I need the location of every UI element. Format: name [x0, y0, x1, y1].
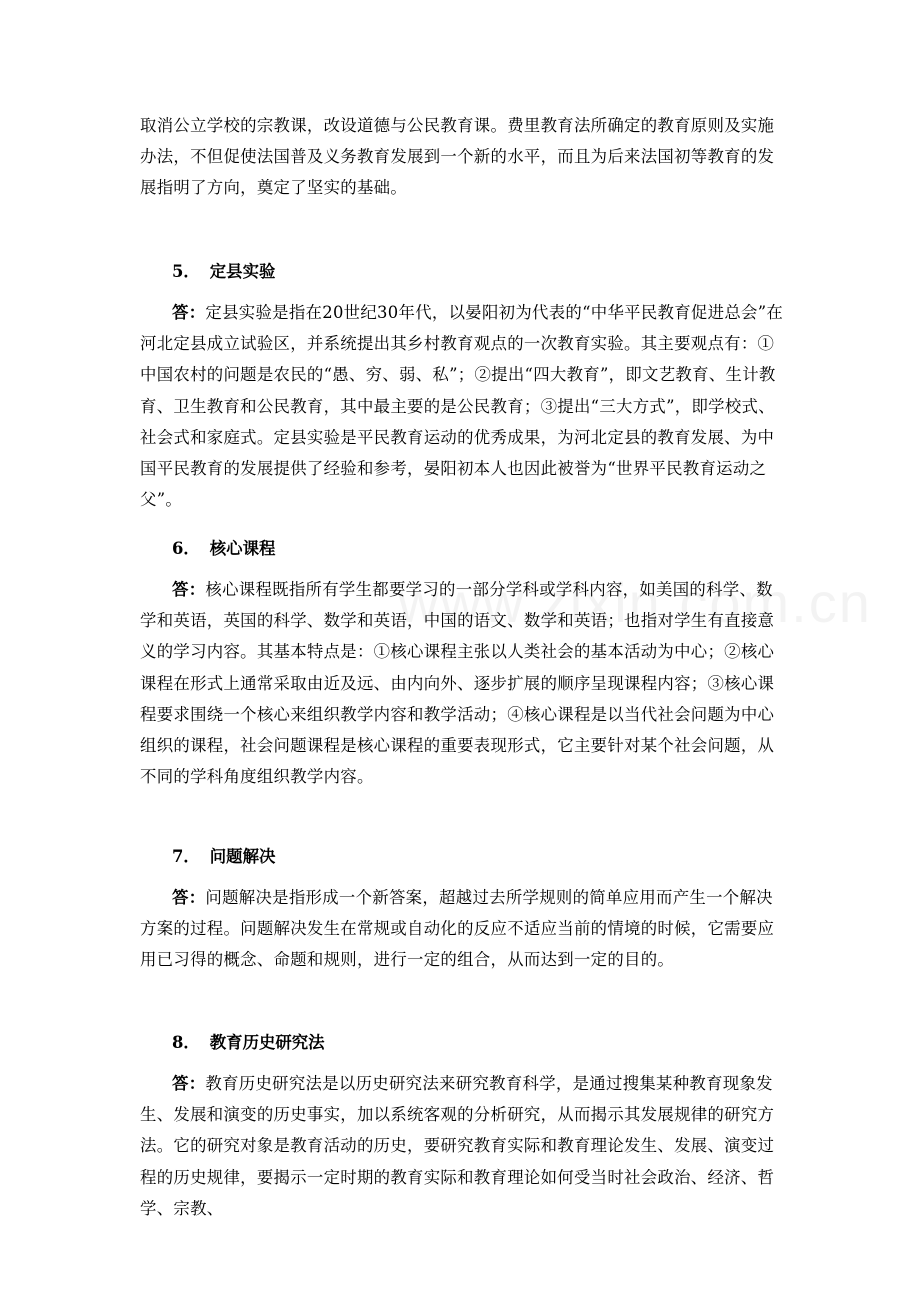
section-number: 7． — [172, 847, 200, 866]
section-title: 教育历史研究法 — [209, 1033, 325, 1052]
section-answer — [140, 882, 786, 976]
section-heading — [172, 258, 275, 286]
section-answer — [140, 1068, 786, 1224]
answer-label: 答： — [172, 1074, 206, 1093]
section-number: 8． — [172, 1033, 200, 1052]
section-heading — [172, 843, 275, 871]
section-answer — [140, 574, 786, 792]
answer-text: 教育历史研究法是以历史研究法来研究教育科学，是通过搜集某种教育现象发生、发展和演变的历史事实，加以系统客观的分析研究，从而揭示其发展规律的研究方法。它的研究对象是教育活动的历史，要研究教育实际和教育理论发生、发展、演变过程的历史规律，要揭示一定时期的教育实际和教育理论如何受当时社会政治、经济、哲学、宗教、 — [140, 1074, 775, 1218]
answer-label: 答： — [172, 580, 206, 599]
answer-text: 定县实验是指在20世纪30年代，以晏阳初为代表的“中华平民教育促进总会”在河北定县成立试验区，并系统提出其乡村教育观点的一次教育实验。其主要观点有：①中国农村的问题是农民的“愚、穷、弱、私”；②提出“四大教育”，即文艺教育、生计教育、卫生教育和公民教育，其中最主要的是公民教育；③提出“三大方式”，即学校式、社会式和家庭式。定县实验是平民教育运动的优秀成果，为河北定县的教育发展、为中国平民教育的发展提供了经验和参考，晏阳初本人也因此被誉为“世界平民教育运动之父”。 — [140, 303, 784, 510]
section-heading — [172, 535, 275, 563]
intro-paragraph: 取消公立学校的宗教课，改设道德与公民教育课。费里教育法所确定的教育原则及实施办法，不但促使法国普及义务教育发展到一个新的水平，而且为后来法国初等教育的发展指明了方向，奠定了坚实的基础。 — [140, 116, 775, 198]
section-answer — [140, 297, 786, 515]
section-title: 定县实验 — [209, 262, 276, 281]
section-title: 核心课程 — [209, 539, 276, 558]
section-heading — [172, 1029, 325, 1057]
answer-text: 问题解决是指形成一个新答案，超越过去所学规则的简单应用而产生一个解决方案的过程。问题解决发生在常规或自动化的反应不适应当前的情境的时候，它需要应用已习得的概念、命题和规则，进行一定的组合，从而达到一定的目的。 — [140, 888, 775, 970]
section-title: 问题解决 — [209, 847, 276, 866]
answer-label: 答： — [172, 888, 206, 907]
section-number: 6． — [172, 539, 200, 558]
answer-label: 答： — [172, 303, 206, 322]
section-number: 5． — [172, 262, 200, 281]
answer-text: 核心课程既指所有学生都要学习的一部分学科或学科内容，如美国的科学、数学和英语，英国的科学、数学和英语，中国的语文、数学和英语；也指对学生有直接意义的学习内容。其基本特点是：①核心课程主张以人类社会的基本活动为中心；②核心课程在形式上通常采取由近及远、由内向外、逐步扩展的顺序呈现课程内容；③核心课程要求围绕一个核心来组织教学内容和教学活动；④核心课程是以当代社会问题为中心组织的课程，社会问题课程是核心课程的重要表现形式，它主要针对某个社会问题，从不同的学科角度组织教学内容。 — [140, 580, 775, 787]
